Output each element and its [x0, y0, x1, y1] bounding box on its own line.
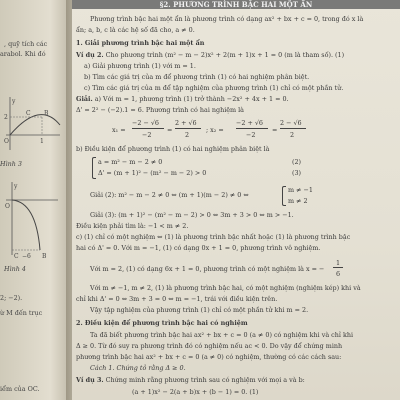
parabola-graph-hinh-4	[0, 180, 72, 260]
graph-label: O	[5, 203, 10, 210]
section-header: §2. PHƯƠNG TRÌNH BẬC HAI MỘT ẨN	[72, 0, 400, 9]
lead-in-label: Ví dụ 2.	[76, 51, 104, 59]
graph-label: 2	[4, 114, 8, 121]
method-line: Cách 1. Chứng tỏ rằng Δ ≥ 0.	[90, 364, 186, 372]
paragraph-line: Phương trình bậc hai một ẩn là phương trình có dạng ax² + bx + c = 0, trong đó x là	[90, 15, 364, 23]
paragraph-line: hai có Δ' = 0. Với m = −1, (1) có dạng 0x + 1 = 0, phương trình vô nghiệm.	[76, 244, 321, 252]
fraction-num: 1	[336, 259, 341, 267]
margin-text: ừ M đến trục	[0, 309, 43, 317]
fraction-den: 2	[185, 131, 190, 139]
margin-text: 2; −2).	[0, 294, 23, 302]
paragraph-line: phương trình bậc hai ax² + bx + c = 0 (a ≠ 0) có nghiệm, thường có các cách sau:	[76, 353, 342, 361]
paragraph-line: c) (1) chỉ có một nghiệm ⇔ (1) là phương trình bậc nhất hoặc (1) là phương trình bậc	[76, 233, 351, 241]
graph-label: B	[44, 110, 49, 117]
solution-line: Giải. a) Với m = 1, phương trình (1) trở thành −2x² + 4x + 1 = 0.	[76, 95, 289, 103]
fraction-den: 6	[336, 270, 341, 278]
fraction-den: −2	[246, 131, 256, 139]
condition-system	[282, 185, 342, 207]
system-line: a = m² − m − 2 ≠ 0	[98, 158, 163, 166]
figure-caption: Hình 4	[4, 265, 26, 273]
paragraph-line: b) Tìm các giá trị của m để phương trình (1) có hai nghiệm phân biệt.	[84, 73, 310, 81]
fraction-den: −2	[142, 131, 152, 139]
textbook-page	[72, 0, 400, 400]
equation-tag: (3)	[292, 169, 302, 177]
paragraph-line: Vậy tập nghiệm của phương trình (1) chỉ có một phần tử khi m = 2.	[90, 306, 309, 314]
root-label: ; x₂ =	[206, 126, 224, 134]
paragraph-line: Giải (2): m² − m − 2 ≠ 0 ⇔ (m + 1)(m − 2) ≠ 0 ⇔	[90, 191, 249, 199]
previous-page-margin	[0, 0, 72, 400]
fraction-num: 2 − √6	[280, 119, 302, 127]
paragraph-line: Δ' = 2² − (−2).1 = 6. Phương trình có hai nghiệm là	[76, 106, 244, 114]
fraction-root	[332, 259, 346, 281]
fraction-num: −2 + √6	[236, 119, 263, 127]
equals-sign: =	[272, 126, 278, 134]
graph-label: y	[14, 183, 18, 190]
system-line: m ≠ 2	[288, 197, 308, 205]
paragraph-line: ẩn; a, b, c là các hệ số đã cho, a ≠ 0.	[76, 26, 195, 34]
fraction-num: −2 − √6	[132, 119, 159, 127]
equals-sign: =	[167, 126, 173, 134]
system-line: Δ' = (m + 1)² − (m² − m − 2) > 0	[98, 169, 207, 177]
paragraph-line: a) Giải phương trình (1) với m = 1.	[84, 62, 196, 70]
graph-label: C	[14, 253, 19, 260]
fraction-num: 2 + √6	[175, 119, 197, 127]
root-label: x₁ =	[112, 126, 126, 134]
condition-system	[92, 156, 352, 180]
equation-tag: (2)	[292, 158, 302, 166]
graph-label: y	[12, 98, 16, 105]
graph-label: −6	[22, 253, 31, 260]
paragraph-line: Với m ≠ −1, m ≠ 2, (1) là phương trình bậc hai, có một nghiệm (nghiệm kép) khi và	[90, 284, 361, 292]
margin-text: arabol. Khi đó	[0, 50, 46, 58]
margin-text: iểm của OC.	[0, 385, 40, 393]
lead-in-label: Ví dụ 3.	[76, 376, 104, 384]
paragraph-line: Giải (3): (m + 1)² − (m² − m − 2) > 0 ⇔ 3m + 3 > 0 ⇔ m > −1.	[90, 211, 294, 219]
roots-formula	[112, 118, 372, 142]
paragraph-line: b) Điều kiện để phương trình (1) có hai nghiệm phân biệt là	[76, 145, 270, 153]
margin-text: , quỹ tích các	[4, 40, 48, 48]
graph-label: O	[4, 138, 9, 145]
paragraph-line: Δ ≥ 0. Từ đó suy ra phương trình đó có nghiệm nếu ac < 0. Do vậy để chứng minh	[76, 342, 343, 350]
equation-line: (a + 1)x² − 2(a + b)x + (b − 1) = 0. (1)	[132, 388, 259, 396]
subsection-title: 1. Giải phương trình bậc hai một ẩn	[76, 39, 205, 47]
lead-in-label: Giải.	[76, 95, 93, 103]
system-line: m ≠ −1	[288, 186, 313, 194]
example-line: Ví dụ 2. Cho phương trình (m² − m − 2)x² + 2(m + 1)x + 1 = 0 (m là tham số). (1)	[76, 51, 345, 59]
graph-label: 1	[40, 138, 44, 145]
example-line: Ví dụ 3. Chứng minh rằng phương trình sau có nghiệm với mọi a và b:	[76, 376, 305, 384]
graph-label: B	[42, 253, 47, 260]
fraction-den: 2	[290, 131, 295, 139]
paragraph-line: Với m = 2, (1) có dạng 6x + 1 = 0, phương trình có một nghiệm là x = −	[90, 265, 325, 273]
paragraph-line: c) Tìm các giá trị của m để tập nghiệm của phương trình (1) chỉ có một phần tử.	[84, 84, 344, 92]
parabola-graph-hinh-3	[0, 95, 72, 155]
subsection-title: 2. Điều kiện để phương trình bậc hai có nghiệm	[76, 319, 248, 327]
paragraph-line: Điều kiện phải tìm là: −1 < m ≠ 2.	[76, 222, 189, 230]
graph-label: C	[26, 110, 31, 117]
figure-caption: Hình 3	[0, 160, 22, 168]
paragraph-line: Ta đã biết phương trình bậc hai ax² + bx + c = 0 (a ≠ 0) có nghiệm khi và chỉ khi	[90, 331, 353, 339]
paragraph-line: chỉ khi Δ' = 0 ⇔ 3m + 3 = 0 ⇔ m = −1, trái với điều kiện trên.	[76, 295, 278, 303]
